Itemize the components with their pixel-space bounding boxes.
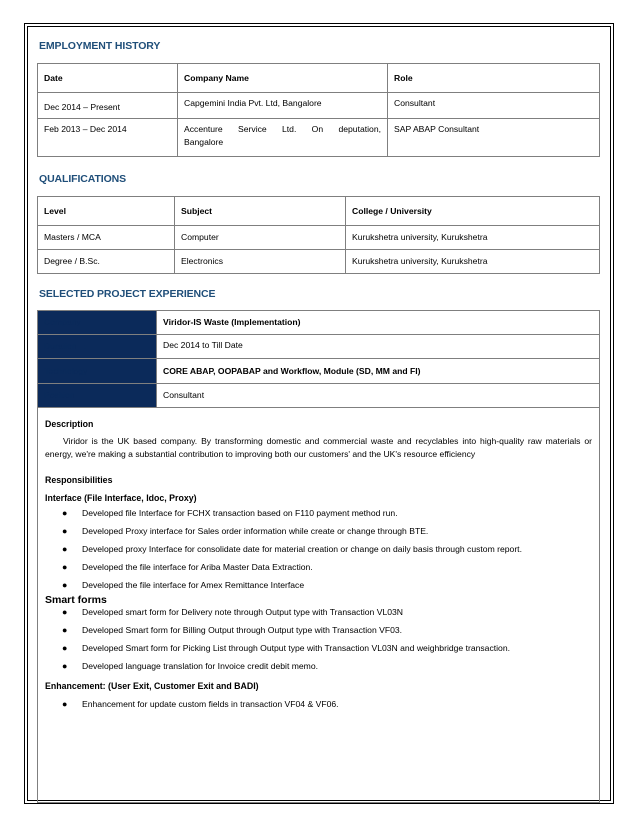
- employment-date: Feb 2013 – Dec 2014: [38, 119, 178, 157]
- project-label-position: Position: [38, 384, 157, 408]
- list-item: [45, 698, 592, 711]
- bullet-icon: ●: [62, 625, 68, 635]
- project-table: [37, 310, 600, 803]
- qualification-level: Masters / MCA: [38, 226, 175, 250]
- employment-role: SAP ABAP Consultant: [388, 119, 600, 157]
- table-row: [38, 250, 600, 274]
- project-position: Consultant: [157, 384, 600, 408]
- responsibilities-title: Responsibilities: [45, 474, 113, 485]
- list-item-text: Developed Smart form for Picking List through Output type with Transaction VL03N and weighbridge transaction.: [82, 643, 511, 653]
- qualifications-table: [37, 196, 600, 274]
- bullet-icon: ●: [62, 698, 68, 709]
- bullet-icon: ●: [62, 579, 68, 590]
- project-label-duration: Duration :: [38, 335, 157, 359]
- list-item-text: Developed the file interface for Ariba Master Data Extraction.: [82, 561, 313, 572]
- qualifications-header-row: [38, 197, 600, 226]
- table-row: [38, 335, 600, 359]
- table-row: [38, 311, 600, 335]
- table-row: [38, 408, 600, 803]
- qualifications-col-college: College / University: [346, 197, 600, 226]
- bullet-icon: ●: [62, 643, 68, 653]
- project-heading: SELECTED PROJECT EXPERIENCE: [39, 288, 216, 300]
- list-item: [45, 606, 592, 619]
- bullet-icon: ●: [62, 543, 68, 554]
- bullet-icon: ●: [62, 561, 68, 572]
- enhancement-list: [45, 698, 592, 711]
- employment-company-line2: Bangalore: [184, 136, 224, 147]
- list-item-text: Enhancement for update custom fields in transaction VF04 & VF06.: [82, 698, 339, 709]
- qualification-college: Kurukshetra university, Kurukshetra: [346, 250, 600, 274]
- qualifications-heading: QUALIFICATIONS: [39, 173, 127, 185]
- table-row: [38, 359, 600, 384]
- smartforms-title: Smart forms: [45, 593, 107, 606]
- list-item: [45, 561, 592, 574]
- list-item: [45, 525, 592, 538]
- qualification-subject: Electronics: [175, 250, 346, 274]
- employment-header-row: [38, 64, 600, 93]
- project-description-cell: [38, 408, 600, 803]
- list-item: [45, 507, 592, 520]
- list-item-text: Developed language translation for Invoice credit debit memo.: [82, 661, 318, 671]
- project-company: Viridor-IS Waste (Implementation): [157, 311, 600, 335]
- bullet-icon: ●: [62, 607, 68, 617]
- employment-company: [178, 119, 388, 157]
- qualifications-col-level: Level: [38, 197, 175, 226]
- bullet-icon: ●: [62, 507, 68, 518]
- employment-company: Capgemini India Pvt. Ltd, Bangalore: [178, 93, 388, 119]
- list-item: [45, 660, 592, 673]
- employment-col-company: Company Name: [178, 64, 388, 93]
- list-item: [45, 624, 592, 637]
- list-item-text: Developed smart form for Delivery note through Output type with Transaction VL03N: [82, 607, 403, 617]
- list-item-text: Developed Smart form for Billing Output through Output type with Transaction VF03.: [82, 625, 403, 635]
- bullet-icon: ●: [62, 661, 68, 671]
- list-item-text: Developed Proxy interface for Sales order information while create or change through BTE.: [82, 525, 429, 536]
- list-item: [45, 642, 592, 655]
- bullet-icon: ●: [62, 525, 68, 536]
- qualification-level: Degree / B.Sc.: [38, 250, 175, 274]
- interface-title: Interface (File Interface, Idoc, Proxy): [45, 493, 197, 503]
- employment-date: Dec 2014 – Present: [38, 93, 178, 119]
- employment-table: [37, 63, 600, 157]
- interface-list: [45, 507, 592, 592]
- project-duration: Dec 2014 to Till Date: [157, 335, 600, 359]
- list-item: [45, 543, 592, 556]
- qualification-subject: Computer: [175, 226, 346, 250]
- project-label-company: Company: [38, 311, 157, 335]
- employment-col-date: Date: [38, 64, 178, 93]
- employment-heading: EMPLOYMENT HISTORY: [39, 40, 161, 52]
- list-item-text: Developed proxy Interface for consolidate date for material creation or change on daily basis through custom report.: [82, 543, 522, 554]
- description-title: Description: [45, 419, 94, 429]
- employment-company-line1: Accenture Service Ltd. On deputation,: [184, 124, 381, 134]
- description-text: Viridor is the UK based company. By transforming domestic and commercial waste and recyclables into high-quality raw materials or energy, we're making a substantial contribution to improving both our customers' and the UK's resource efficiency: [45, 435, 592, 459]
- qualification-college: Kurukshetra university, Kurukshetra: [346, 226, 600, 250]
- list-item-text: Developed file Interface for FCHX transaction based on F110 payment method run.: [82, 507, 398, 518]
- table-row: [38, 226, 600, 250]
- table-row: [38, 384, 600, 408]
- list-item: [45, 579, 592, 592]
- project-label-technology: Technology: [38, 359, 157, 384]
- enhancement-title: Enhancement: (User Exit, Customer Exit and BADI): [45, 681, 259, 691]
- employment-col-role: Role: [388, 64, 600, 93]
- table-row: [38, 93, 600, 119]
- table-row: [38, 119, 600, 157]
- employment-role: Consultant: [388, 93, 600, 119]
- smartforms-list: [45, 606, 592, 673]
- list-item-text: Developed the file interface for Amex Remittance Interface: [82, 579, 305, 590]
- project-technology: CORE ABAP, OOPABAP and Workflow, Module (SD, MM and FI): [157, 359, 600, 384]
- qualifications-col-subject: Subject: [175, 197, 346, 226]
